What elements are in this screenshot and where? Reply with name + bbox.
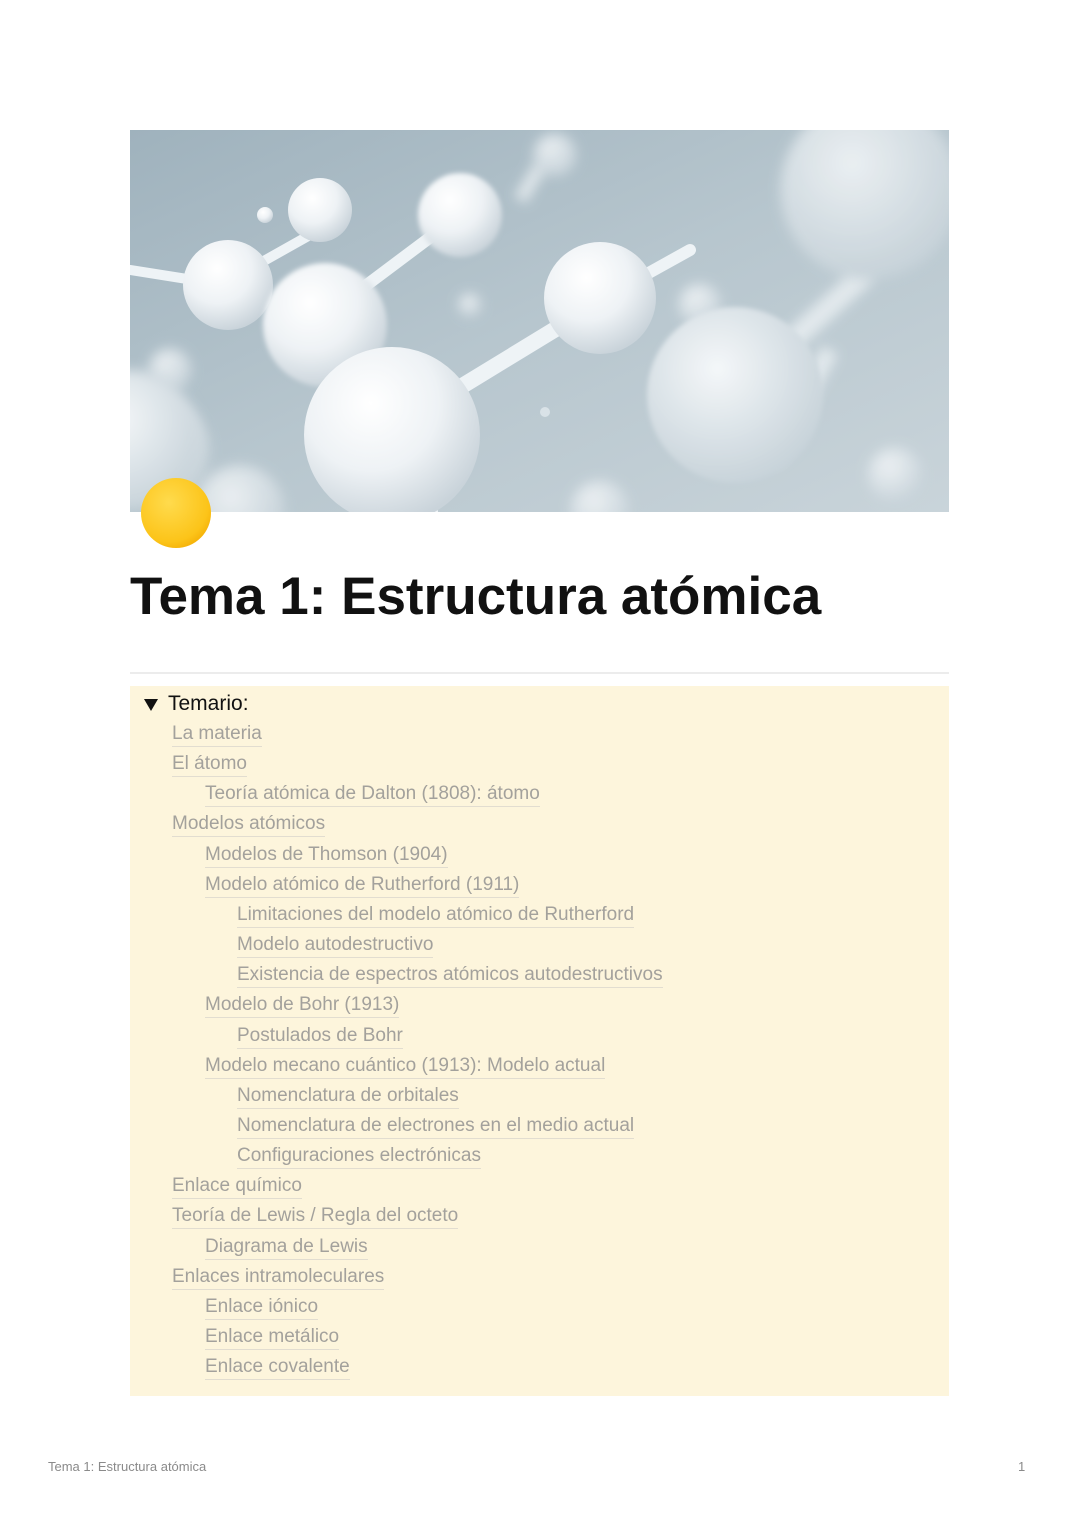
toc-link-text: Teoría atómica de Dalton (1808): átomo — [205, 783, 540, 807]
toc-link-text: Nomenclatura de orbitales — [237, 1085, 459, 1109]
toc-link[interactable] — [205, 1355, 350, 1379]
footer-title: Tema 1: Estructura atómica — [48, 1459, 207, 1474]
divider — [130, 672, 949, 674]
toc-link-text: Configuraciones electrónicas — [237, 1145, 481, 1169]
toc-link[interactable] — [172, 752, 247, 776]
toc-link[interactable] — [237, 903, 634, 927]
toc-link-text: Modelos atómicos — [172, 813, 325, 837]
toc-link[interactable] — [237, 963, 663, 987]
table-of-contents — [130, 686, 949, 1396]
toc-link[interactable] — [172, 812, 325, 836]
toc-link-text: Modelo mecano cuántico (1913): Modelo actual — [205, 1055, 605, 1079]
toc-link[interactable] — [237, 1114, 634, 1138]
toc-link[interactable] — [205, 843, 448, 867]
page-title: Tema 1: Estructura atómica — [130, 567, 822, 626]
toc-link[interactable] — [205, 1235, 368, 1259]
cover-image — [130, 130, 949, 512]
toc-link[interactable] — [237, 933, 433, 957]
toc-link[interactable] — [205, 873, 519, 897]
toc-link[interactable] — [205, 782, 540, 806]
molecule-illustration — [130, 130, 949, 512]
toc-link[interactable] — [172, 1204, 458, 1228]
toc-link-text: Existencia de espectros atómicos autodestructivos — [237, 964, 663, 988]
toggle-block-temario — [130, 686, 949, 1396]
toc-link[interactable] — [172, 722, 262, 746]
toc-link-text: Teoría de Lewis / Regla del octeto — [172, 1205, 458, 1229]
toc-link-text: Modelo atómico de Rutherford (1911) — [205, 874, 519, 898]
toc-link[interactable] — [205, 1054, 605, 1078]
toc-link-text: Modelo de Bohr (1913) — [205, 994, 399, 1018]
toc-link[interactable] — [205, 993, 399, 1017]
yellow-circle-icon[interactable] — [139, 476, 213, 550]
toc-link-text: El átomo — [172, 753, 247, 777]
toc-link-text: Modelo autodestructivo — [237, 934, 433, 958]
toc-link-text: Limitaciones del modelo atómico de Rutherford — [237, 904, 634, 928]
footer-page-number: 1 — [1018, 1459, 1026, 1474]
toc-link-text: Enlace metálico — [205, 1326, 339, 1350]
toc-link-text: Modelos de Thomson (1904) — [205, 844, 448, 868]
toggle-label: Temario: — [168, 692, 249, 715]
toc-link[interactable] — [205, 1325, 339, 1349]
toc-link[interactable] — [237, 1024, 403, 1048]
toc-link[interactable] — [237, 1084, 459, 1108]
toc-link[interactable] — [172, 1265, 384, 1289]
toc-link[interactable] — [172, 1174, 302, 1198]
toc-link-text: Postulados de Bohr — [237, 1025, 403, 1049]
toc-link-text: Enlace iónico — [205, 1296, 318, 1320]
toc-link-text: Diagrama de Lewis — [205, 1236, 368, 1260]
toc-link-text: Nomenclatura de electrones en el medio actual — [237, 1115, 634, 1139]
toc-link-text: Enlace covalente — [205, 1356, 350, 1380]
toc-link[interactable] — [205, 1295, 318, 1319]
toc-link-text: La materia — [172, 723, 262, 747]
toc-link-text: Enlaces intramoleculares — [172, 1266, 384, 1290]
toc-link[interactable] — [237, 1144, 481, 1168]
toc-link-text: Enlace químico — [172, 1175, 302, 1199]
